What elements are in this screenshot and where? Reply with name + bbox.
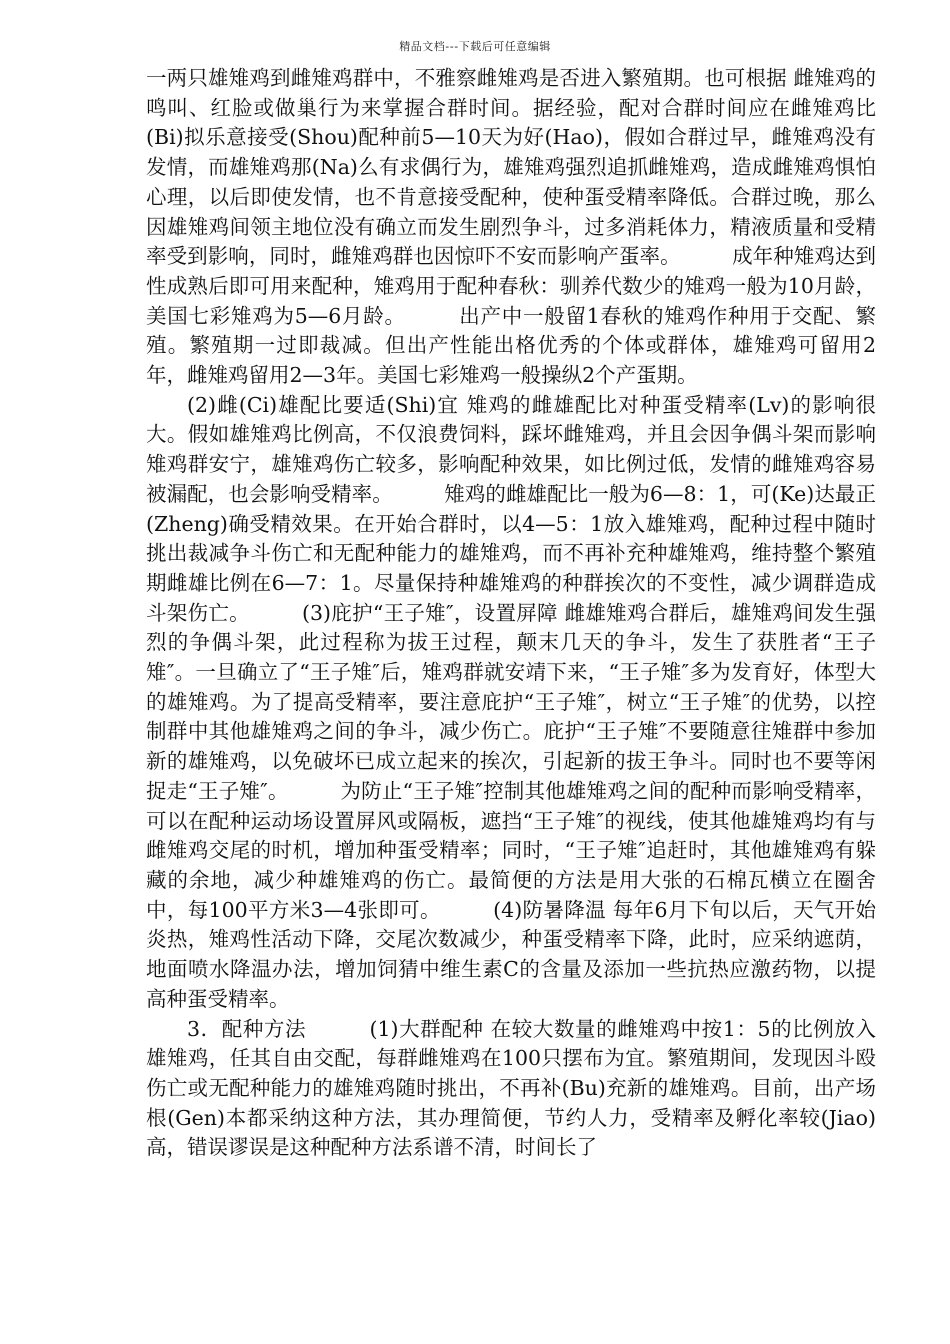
paragraph: 一两只雄雉鸡到雌雉鸡群中，不雅察雌雉鸡是否进入繁殖期。也可根据 雌雉鸡的鸣叫、红脸或做巢行为来掌握合群时间。据经验，配对合群时间应在雌雉鸡比(Bi)拟乐意接受(Shou)配种前5—10天为好(Hao)，假如合群过早，雌雉鸡没有发情，而雄雉鸡那(Na)么有求偶行为，雄雉鸡强烈追抓雌雉鸡，造成雌雉鸡惧怕心理，以后即使发情，也不肯意接受配种，使种蛋受精率降低。合群过晚，那么因雄雉鸡间领主地位没有确立而发生剧烈争斗，过多消耗体力，精液质量和受精率受到影响，同时，雌雉鸡群也因惊吓不安而影响产蛋率。 成年种雉鸡达到性成熟后即可用来配种，雉鸡用于配种春秋：驯养代数少的雉鸡一般为10月龄，美国七彩雉鸡为5—6月龄。 出产中一般留1春秋的雉鸡作种用于交配、繁殖。繁殖期一过即裁减。但出产性能出格优秀的个体或群体，雄雉鸡可留用2年，雌雉鸡留用2—3年。美国七彩雉鸡一般操纵2个产蛋期。 [146,66,876,388]
page-header: 精品文档---下载后可任意编辑 [399,40,551,53]
paragraph: (2)雌(Ci)雄配比要适(Shi)宜 雉鸡的雌雄配比对种蛋受精率(Lv)的影响很大。假如雄雉鸡比例高，不仅浪费饲料，踩坏雌雉鸡，并且会因争偶斗架而影响雉鸡群安宁，雄雉鸡伤亡较多，影响配种效果，如比例过低，发情的雌雉鸡容易被漏配，也会影响受精率。 雉鸡的雌雄配比一般为6—8：1，可(Ke)达最正(Zheng)确受精效果。在开始合群时，以4—5：1放入雄雉鸡，配种过程中随时挑出裁减争斗伤亡和无配种能力的雄雉鸡，而不再补充种雄雉鸡，维持整个繁殖期雌雄比例在6—7：1。尽量保持种雄雉鸡的种群挨次的不变性，减少调群造成斗架伤亡。 (3)庇护“王子雉″，设置屏障 雌雄雉鸡合群后，雄雉鸡间发生强烈的争偶斗架，此过程称为拔王过程，颠末几天的争斗，发生了获胜者“王子雉″。一旦确立了“王子雉″后，雉鸡群就安靖下来，“王子雉″多为发育好，体型大的雄雉鸡。为了提高受精率，要注意庇护“王子雉″，树立“王子雉″的优势，以控制群中其他雄雉鸡之间的争斗，减少伤亡。庇护“王子雉″不要随意往雉群中参加新的雄雉鸡，以免破坏已成立起来的挨次，引起新的拔王争斗。同时也不要等闲捉走“王子雉″。 为防止“王子雉″控制其他雄雉鸡之间的配种而影响受精率，可以在配种运动场设置屏风或隔板，遮挡“王子雉″的视线，使其他雄雉鸡均有与雌雉鸡交尾的时机，增加种蛋受精率；同时，“王子雉″追赶时，其他雄雉鸡有躲藏的余地，减少种雄雉鸡的伤亡。最简便的方法是用大张的石棉瓦横立在圈舍中，每100平方米3—4张即可。 (4)防暑降温 每年6月下旬以后，天气开始炎热，雉鸡性活动下降，交尾次数减少，种蛋受精率下降，此时，应采纳遮荫，地面喷水降温办法，增加饲猜中维生素C的含量及添加一些抗热应激药物，以提高种蛋受精率。 [146,392,876,1011]
paragraph: 3．配种方法 (1)大群配种 在较大数量的雌雉鸡中按1：5的比例放入雄雉鸡，任其自由交配，每群雌雉鸡在100只摆布为宜。繁殖期间，发现因斗殴伤亡或无配种能力的雄雉鸡随时挑出，不再补(Bu)充新的雄雉鸡。目前，出产场根(Gen)本都采纳这种方法，其办理简便，节约人力，受精率及孵化率较(Jiao)高，错误谬误是这种配种方法系谱不清，时间长了 [146,1016,876,1160]
body-text [146,64,876,1163]
